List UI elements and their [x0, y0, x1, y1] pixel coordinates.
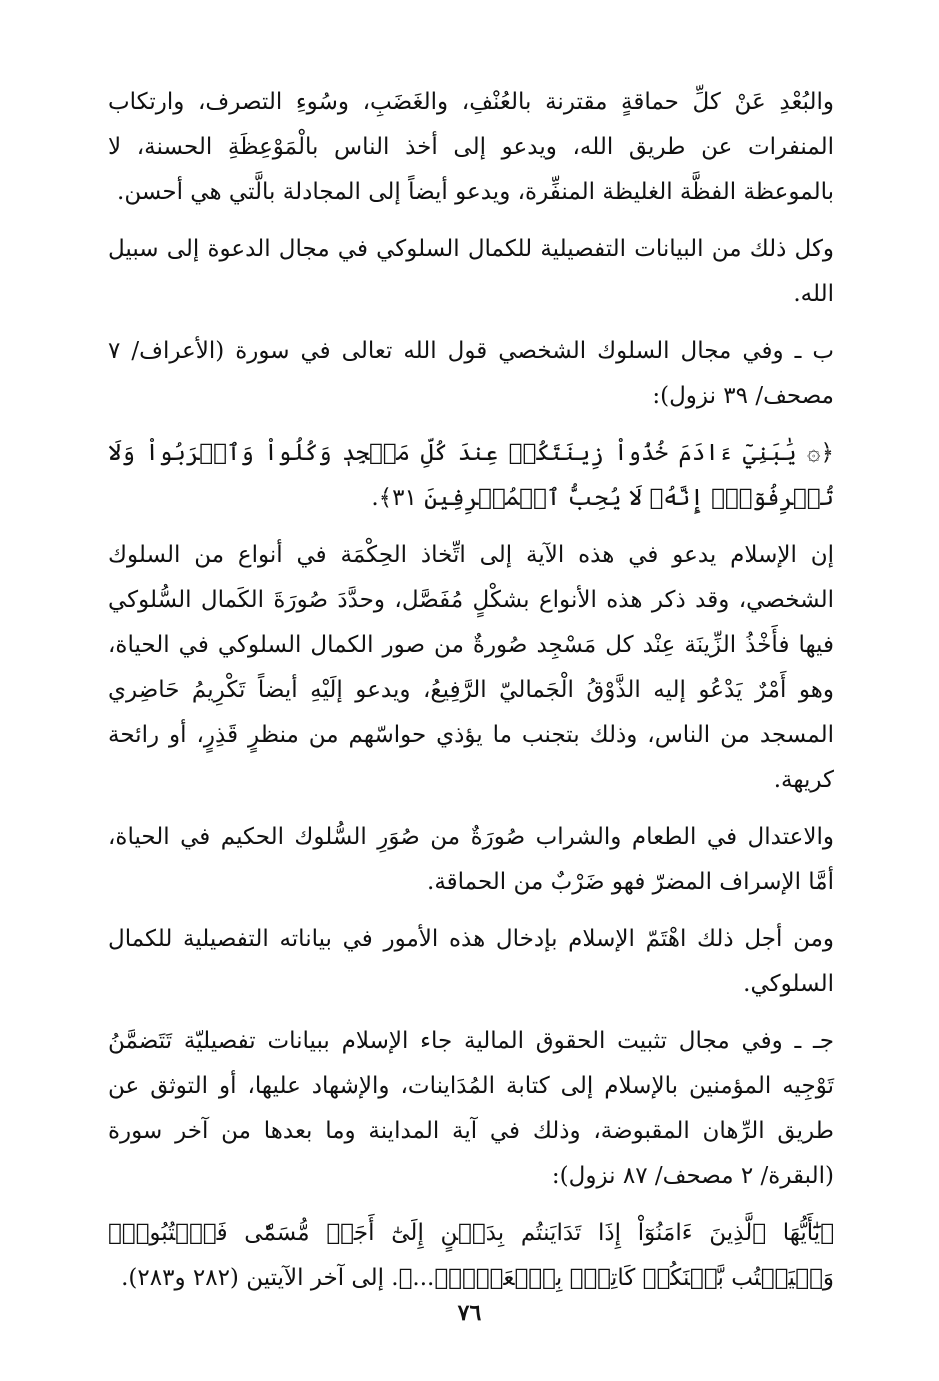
paragraph-moderation: والاعتدال في الطعام والشراب صُورَةٌ من صُوَرِ السُّلوك الحكيم في الحياة، أمَّا الإسراف المضرّ فهو ضَرْبٌ من الحماقة. [108, 824, 834, 895]
quran-verse-al-araf-31: ﴿۞ يَٰبَنِيٓ ءَادَمَ خُذُواْ زِينَتَكُمۡ عِندَ كُلِّ مَسۡجِدٖ وَكُلُواْ وَٱشۡرَبُواْ وَلَا تُسۡرِفُوٓاْۚ إِنَّهُۥ لَا يُحِبُّ ٱلۡمُسۡرِفِينَ ٣١﴾. [108, 440, 834, 511]
paragraph-preaching-wisdom: والبُعْدِ عَنْ كلِّ حماقةٍ مقترنة بالعُنْفِ، والغَضَبِ، وسُوءِ التصرف، وارتكاب المنفرات عن طريق الله، ويدعو إلى أخذ الناس بالْمَوْعِظَةِ الحسنة، لا بالموعظة الفظَّة الغليظة المنفِّرة، ويدعو أيضاً إلى المجادلة بالَّتي هي أحسن. [108, 89, 834, 205]
paragraph-personal-conduct-intro: ب ـ وفي مجال السلوك الشخصي قول الله تعالى في سورة (الأعراف/ ٧ مصحف/ ٣٩ نزول): [108, 338, 834, 409]
paragraph-adornment-explanation: إن الإسلام يدعو في هذه الآية إلى اتِّخاذ الحِكْمَة في أنواع من السلوك الشخصي، وقد ذكر هذه الأنواع بشكْلٍ مُفَصَّل، وحدَّدَ صُورَةَ الكَمال السُّلوكي فيها فأَخْذُ الزِّينَة عِنْد كل مَسْجِد صُورةٌ من صور الكمال السلوكي في الحياة، وهو أَمْرٌ يَدْعُو إليه الذَّوْقُ الْجَماليّ الرَّفِيعُ، ويدعو إلَيْهِ أيضاً تَكْرِيمُ حَاضِري المسجد من الناس، وذلك بتجنب ما يؤذي حواسّهم من منظرٍ قَذِرٍ، أو رائحة كريهة. [108, 542, 834, 793]
paragraph-financial-rights-intro: جـ ـ وفي مجال تثبيت الحقوق المالية جاء الإسلام ببيانات تفصيليّة تَتَضمَّنُ تَوْجِيه المؤمنين بالإسلام إلى كتابة المُدَاينات، والإشهاد عليها، أو التوثق عن طريق الرِّهان المقبوضة، وذلك في آية المداينة وما بعدها من آخر سورة (البقرة/ ٢ مصحف/ ٨٧ نزول): [108, 1028, 834, 1189]
paragraph-summary-dawah: وكل ذلك من البيانات التفصيلية للكمال السلوكي في مجال الدعوة إلى سبيل الله. [108, 236, 834, 307]
paragraph-islam-concern: ومن أجل ذلك اهْتَمّ الإسلام بإدخال هذه الأمور في بياناته التفصيلية للكمال السلوكي. [108, 926, 834, 997]
quran-verse-al-baqarah-282: ﴿يَٰٓأَيُّهَا ٱلَّذِينَ ءَامَنُوٓاْ إِذَا تَدَايَنتُم بِدَيۡنٍ إِلَىٰٓ أَجَلٖ مُّسَمّٗى فَٱكۡتُبُوهُۚ وَلۡيَكۡتُب بَّيۡنَكُمۡ كَاتِبُۢ بِٱلۡعَدۡلِۚ...﴾. إلى آخر الآيتين (٢٨٢ و٢٨٣). [108, 1220, 834, 1291]
page-number: ٧٦ [457, 1300, 482, 1326]
